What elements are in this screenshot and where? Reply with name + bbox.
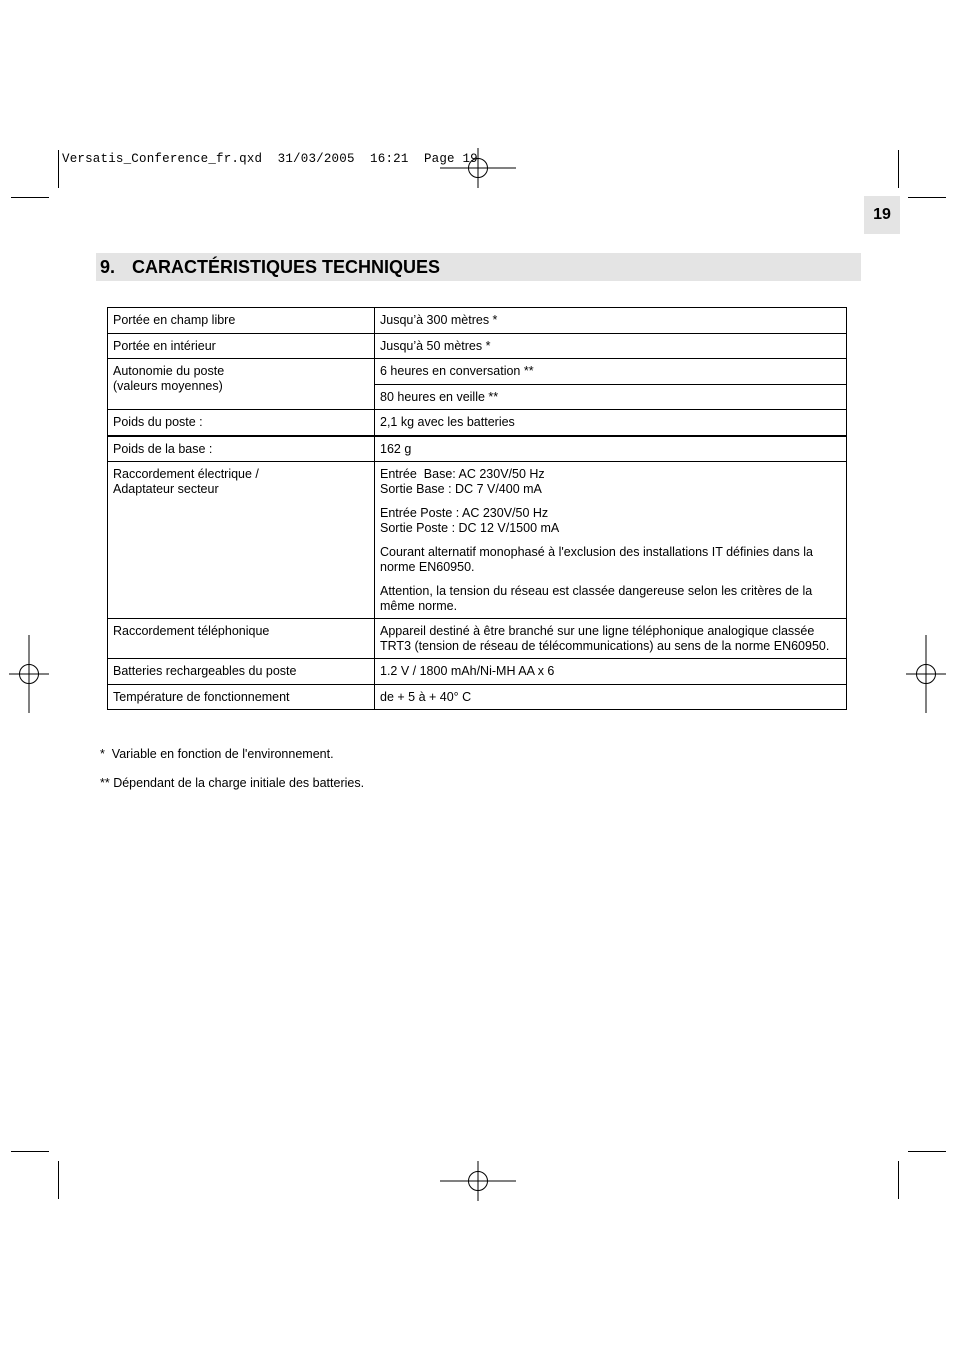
- spec-paragraph: [380, 467, 841, 496]
- spec-label-line: Raccordement électrique /: [113, 467, 259, 481]
- section-header: [96, 253, 861, 281]
- spec-paragraph: [380, 506, 841, 535]
- print-slug: Versatis_Conference_fr.qxd 31/03/2005 16:21 Page 19: [62, 152, 478, 166]
- spec-label: Batteries rechargeables du poste: [108, 659, 375, 685]
- spec-value: Appareil destiné à être branché sur une ligne téléphonique analogique classée TRT3 (tension de réseau de télécommunications) au sens de la norme EN60950.: [375, 619, 847, 659]
- spec-label: Portée en intérieur: [108, 333, 375, 359]
- footnote-double: ** Dépendant de la charge initiale des batteries.: [100, 776, 365, 790]
- section-title: CARACTÉRISTIQUES TECHNIQUES: [132, 256, 441, 277]
- crop-mark: [898, 150, 899, 188]
- table-row: [108, 462, 847, 619]
- spec-label: Portée en champ libre: [108, 308, 375, 334]
- crop-mark: [908, 1151, 946, 1152]
- spec-label: Raccordement téléphonique: [108, 619, 375, 659]
- table-row: [108, 308, 847, 334]
- registration-mark-icon: [438, 1161, 518, 1201]
- section-number: 9.: [100, 256, 116, 277]
- specs-table: [107, 307, 847, 710]
- spec-value: 1.2 V / 1800 mAh/Ni-MH AA x 6: [375, 659, 847, 685]
- crop-mark: [908, 197, 946, 198]
- spec-value: Jusqu’à 300 mètres *: [375, 308, 847, 334]
- footnote-single: * Variable en fonction de l'environnement.: [100, 747, 334, 761]
- table-row: [108, 359, 847, 385]
- spec-value: 6 heures en conversation **: [375, 359, 847, 385]
- spec-label: Température de fonctionnement: [108, 684, 375, 710]
- registration-mark-icon: [9, 635, 49, 713]
- table-row: [108, 436, 847, 462]
- table-row: [108, 333, 847, 359]
- spec-label: [108, 359, 375, 410]
- courant-note: Courant alternatif monophasé à l'exclusion des installations IT définies dans la norme EN60950.: [380, 545, 813, 574]
- registration-mark-icon: [438, 148, 518, 188]
- spec-value: Jusqu’à 50 mètres *: [375, 333, 847, 359]
- table-row: [108, 684, 847, 710]
- spec-label: [108, 462, 375, 619]
- spec-value: de + 5 à + 40° C: [375, 684, 847, 710]
- crop-mark: [58, 1161, 59, 1199]
- spec-label: Poids du poste :: [108, 410, 375, 436]
- entree-poste: Entrée Poste : AC 230V/50 Hz: [380, 506, 549, 520]
- spec-label-line: (valeurs moyennes): [113, 378, 223, 393]
- spec-label: Poids de la base :: [108, 436, 375, 462]
- sortie-poste: Sortie Poste : DC 12 V/1500 mA: [380, 520, 560, 535]
- spec-value: 80 heures en veille **: [375, 384, 847, 410]
- crop-mark: [898, 1161, 899, 1199]
- table-row: [108, 410, 847, 436]
- spec-value: [375, 462, 847, 619]
- crop-mark: [11, 197, 49, 198]
- table-row: [108, 619, 847, 659]
- table-row: [108, 659, 847, 685]
- spec-value: 2,1 kg avec les batteries: [375, 410, 847, 436]
- page-number: 19: [864, 196, 900, 234]
- crop-mark: [58, 150, 59, 188]
- crop-mark: [11, 1151, 49, 1152]
- entree-base: Entrée Base: AC 230V/50 Hz: [380, 467, 545, 481]
- attention-note: Attention, la tension du réseau est classée dangereuse selon les critères de la même norme.: [380, 584, 813, 613]
- spec-label-line: Adaptateur secteur: [113, 481, 219, 496]
- spec-label-line: Autonomie du poste: [113, 364, 225, 378]
- spec-value: 162 g: [375, 436, 847, 462]
- sortie-base: Sortie Base : DC 7 V/400 mA: [380, 481, 542, 496]
- registration-mark-icon: [906, 635, 946, 713]
